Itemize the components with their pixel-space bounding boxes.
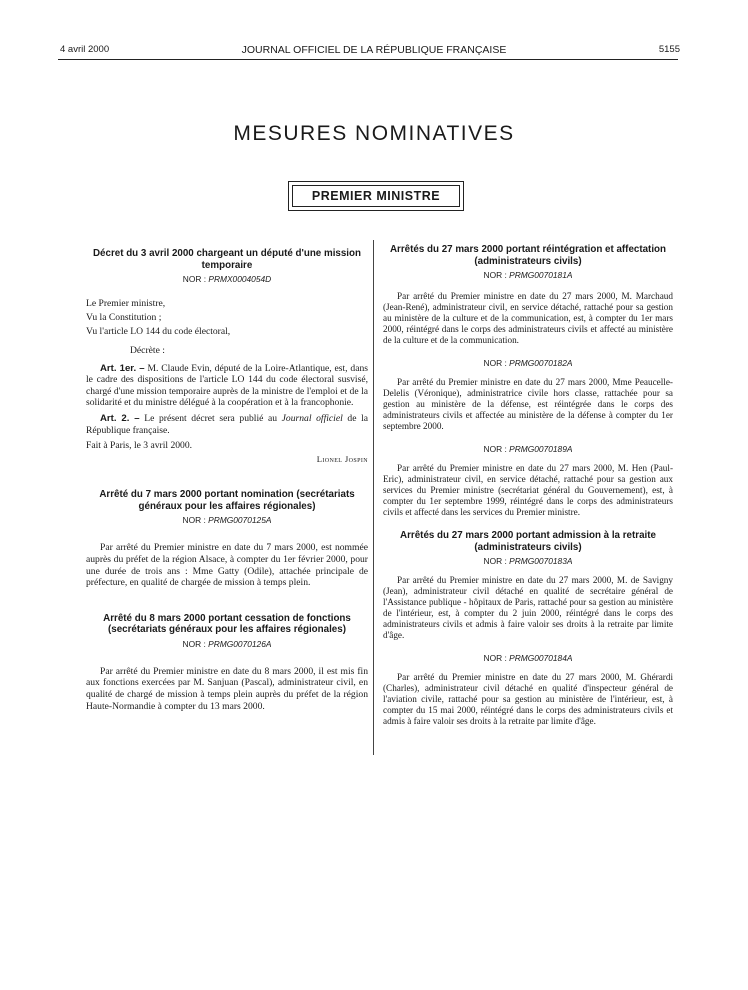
- nor-reference: [383, 270, 673, 281]
- signature: Lionel Jospin: [316, 453, 368, 464]
- decret-title: Décret du 3 avril 2000 chargeant un député d'une mission temporaire: [92, 248, 361, 271]
- arrete-cessation-title: Arrêté du 8 mars 2000 portant cessation de fonctions (secrétariats généraux pour les affaires régionales): [103, 612, 351, 636]
- fait-line: Fait à Paris, le 3 avril 2000.: [86, 440, 193, 452]
- reintegration-entry: Par arrêté du Premier ministre en date du 27 mars 2000, Mme Peaucelle-Delelis (Véronique), administratrice civile hors classe, rattachée pour sa gestion au ministère de la défense, est réintégrée dans le corps des administrateurs civils et affectée au ministère de la défense à compter du 1er septembre 2000.: [383, 377, 673, 431]
- nor-label: NOR :: [483, 653, 507, 663]
- page-title: MESURES NOMINATIVES: [233, 122, 515, 145]
- preamble-line: Le Premier ministre,: [86, 298, 166, 309]
- arrete-nomination-text: Par arrêté du Premier ministre en date du 7 mars 2000, est nommée auprès du préfet de la région Alsace, à compter du 1er février 2000, pour une durée de trois ans : Mme Gatty (Odile), attachée principale de préfecture, en qualité de chargée de mission à temps plein.: [86, 542, 368, 589]
- nor-label: NOR :: [483, 444, 507, 454]
- header-date: 4 avril 2000: [60, 44, 110, 55]
- article-2: [86, 413, 368, 436]
- header-rule: [58, 59, 678, 60]
- reintegration-entry: Par arrêté du Premier ministre en date du 27 mars 2000, M. Marchaud (Jean-René), administrateur civil, en service détaché, rattaché pour sa gestion au ministère de la culture et de la communication, est, à compter du 1er mars 2000, réintégré dans le corps des administrateurs civils et affecté au ministère de la culture et de la communication.: [383, 291, 673, 345]
- nor-reference: [383, 653, 673, 664]
- left-column: [86, 248, 368, 712]
- nor-reference: [86, 515, 368, 526]
- nor-label: NOR :: [182, 515, 206, 526]
- reintegration-entry: Par arrêté du Premier ministre en date du 27 mars 2000, M. Hen (Paul-Eric), administrateur civil, en service détaché, rattaché pour sa gestion aux services du Premier ministre (secrétariat général du Gouvernement), est, à compter du 1er septembre 1999, réintégré dans le corps des administrateurs civils et affecté dans les services du Premier ministre.: [383, 463, 673, 517]
- article-2-text: Le présent décret sera publié au: [144, 412, 278, 424]
- nor-reference: [86, 274, 368, 285]
- arrete-nomination-title: Arrêté du 7 mars 2000 portant nomination (secrétariats généraux pour les affaires régionales): [99, 489, 355, 512]
- arrete-cessation-text: Par arrêté du Premier ministre en date du 8 mars 2000, il est mis fin aux fonctions exercées par M. Sanjuan (Pascal), administrateur civil, en qualité de chargé de mission à temps plein auprès du préfet de la région Haute-Normandie à compter du 13 mars 2000.: [86, 665, 368, 712]
- nor-reference: [86, 639, 368, 650]
- nor-code: PRMX0004054D: [208, 274, 272, 284]
- section-box: [288, 181, 464, 211]
- nor-label: NOR :: [182, 274, 207, 284]
- nor-reference: [383, 444, 673, 455]
- nor-label: NOR :: [483, 358, 507, 368]
- article-2-label: Art. 2. –: [100, 412, 140, 424]
- nor-code: PRMG0070182A: [509, 358, 573, 368]
- nor-label: NOR :: [182, 638, 206, 649]
- retraite-entry: Par arrêté du Premier ministre en date du 27 mars 2000, M. Ghérardi (Charles), administrateur civil détaché en qualité d'inspecteur général de l'aviation civile, rattaché pour sa gestion au ministère de l'intérieur, est, à compter du 15 mai 2000, réintégré dans le corps des administrateurs civils et admis à faire valoir ses droits à la retraite par limite d'âge.: [383, 672, 673, 726]
- running-header: [0, 44, 748, 58]
- nor-reference: [383, 556, 673, 567]
- retraite-title: Arrêtés du 27 mars 2000 portant admission à la retraite (administrateurs civils): [400, 530, 656, 553]
- article-1-text: M. Claude Evin, député de la Loire-Atlantique, est, dans le cadre des dispositions de l'article LO 144 du code électoral susvisé, chargé d'une mission temporaire auprès de la ministre de l'emploi et de la solidarité et du ministre délégué à la coopération et à la francophonie.: [86, 362, 368, 409]
- preamble-line: Vu la Constitution ;: [86, 312, 162, 323]
- header-page-number: 5155: [658, 44, 680, 55]
- nor-code: PRMG0070184A: [509, 653, 573, 663]
- right-column: [383, 244, 673, 727]
- nor-code: PRMG0070125A: [208, 515, 272, 526]
- column-divider: [373, 240, 374, 755]
- decrete-line: Décrète :: [130, 345, 165, 356]
- preamble-line: Vu l'article LO 144 du code électoral,: [86, 326, 231, 337]
- retraite-entry: Par arrêté du Premier ministre en date du 27 mars 2000, M. de Savigny (Jean), administrateur civil détaché en qualité de secrétaire général de l'Assistance publique - hôpitaux de Paris, rattaché pour sa gestion au ministère de l'intérieur, est, à compter du 2 juin 2000, réintégré dans le corps des administrateurs civils et admis à faire valoir ses droits à la retraite par limite d'âge.: [383, 575, 673, 640]
- nor-code: PRMG0070183A: [509, 556, 573, 566]
- nor-label: NOR :: [483, 556, 507, 566]
- article-1: [86, 363, 368, 409]
- header-journal-title: JOURNAL OFFICIEL DE LA RÉPUBLIQUE FRANÇAISE: [241, 44, 507, 56]
- journal-officiel-italic: Journal officiel: [281, 412, 343, 424]
- section-title: PREMIER MINISTRE: [292, 185, 460, 207]
- article-1-label: Art. 1er. –: [100, 362, 145, 374]
- nor-reference: [383, 358, 673, 369]
- nor-code: PRMG0070181A: [509, 270, 573, 280]
- nor-code: PRMG0070126A: [208, 638, 272, 649]
- reintegration-title: Arrêtés du 27 mars 2000 portant réintégration et affectation (administrateurs civils): [389, 244, 667, 267]
- decret-preamble: [86, 297, 368, 339]
- nor-code: PRMG0070189A: [509, 444, 573, 454]
- article-2-text-end: de la République française.: [86, 412, 368, 436]
- nor-label: NOR :: [483, 270, 507, 280]
